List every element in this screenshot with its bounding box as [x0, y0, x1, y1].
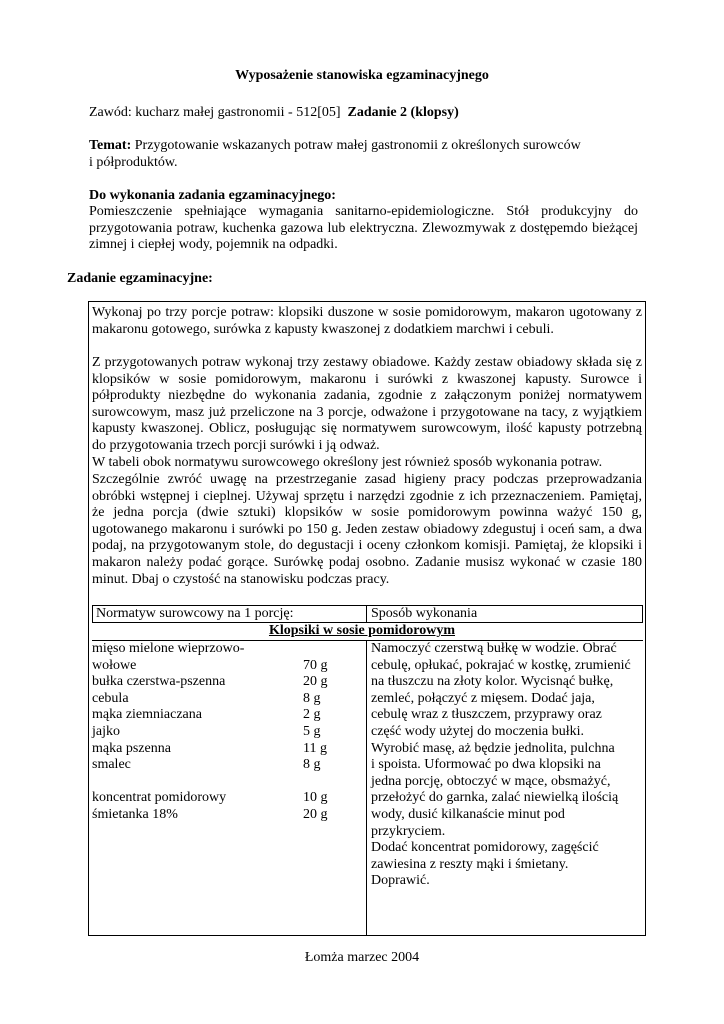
- task-paragraph-2: Z przygotowanych potraw wykonaj trzy zestawy obiadowe. Każdy zestaw obiadowy składa się z klopsików w sosie pomidorowym, makaronu i surówki z kwaszonej kapusty. Surowce i półprodukty niezbędne do wykonania zadania, zgodnie z załączonym poniżej normatywem surowcowym, masz już przeliczone na 3 porcje, odważone i przygotowane na tacy, z wyjątkiem kapusty kwaszonej. Oblicz, posługując się normatywem surowcowym, ilość kapusty potrzebną do przygotowania trzech porcji surówki i ją odważ.: [92, 355, 642, 453]
- ingredient-qty: 11 g: [303, 740, 327, 756]
- topic-label: Temat:: [89, 138, 132, 153]
- table-body-divider: [366, 640, 367, 936]
- method-line: zemleć, połączyć z mięsem. Dodać jaja,: [371, 690, 595, 706]
- method-line: przełożyć do garnka, zalać niewielką ilością: [371, 790, 619, 806]
- ingredient-name: śmietanka 18%: [92, 806, 178, 822]
- ingredient-qty: [303, 641, 363, 658]
- method-line: cebulę wraz z tłuszczem, przyprawy oraz: [371, 707, 602, 723]
- task-label: Zadanie 2 (klopsy): [347, 105, 459, 120]
- table-right-border: [642, 605, 643, 622]
- method-line: Doprawić.: [371, 873, 430, 889]
- profession-line: [89, 105, 459, 121]
- task-paragraph-3: W tabeli obok normatywu surowcowego określony jest również sposób wykonania potraw.: [92, 455, 603, 470]
- table-left-border: [92, 605, 93, 622]
- task-paragraph-1: Wykonaj po trzy porcje potraw: klopsiki duszone w sosie pomidorowym, makaron ugotowany z makaronu gotowego, surówka z kapusty kwaszonej z dodatkiem marchwi i cebuli.: [92, 305, 642, 337]
- method-line: Wyrobić masę, aż będzie jednolita, pulchna: [371, 740, 615, 756]
- ingredient-name: mąka ziemniaczana: [92, 707, 202, 723]
- ingredient-name: mąka pszenna: [92, 740, 171, 756]
- quantity-list: [303, 641, 363, 824]
- ingredient-qty: 8 g: [303, 757, 321, 773]
- table-col1-header: Normatyw surowcowy na 1 porcję:: [96, 606, 294, 621]
- method-line: i spoista. Uformować po dwa klopsiki na: [371, 757, 601, 773]
- ingredient-name: jajko: [92, 723, 120, 739]
- page-title: Wyposażenie stanowiska egzaminacyjnego: [235, 68, 489, 83]
- ingredient-qty: [303, 774, 363, 791]
- ingredient-qty: 10 g: [303, 790, 328, 806]
- ingredient-qty: 20 g: [303, 806, 328, 822]
- method-line: na tłuszczu na złoty kolor. Wycisnąć bułkę,: [371, 674, 614, 690]
- ingredient-name: [92, 774, 292, 791]
- ingredient-qty: 2 g: [303, 707, 321, 723]
- table-col2-header: Sposób wykonania: [371, 606, 478, 621]
- requirements-heading: Do wykonania zadania egzaminacyjnego:: [89, 188, 336, 203]
- ingredient-name: wołowe: [92, 657, 137, 673]
- ingredient-name: cebula: [92, 690, 129, 706]
- topic-line-1: [89, 138, 581, 154]
- method-line: zawiesina z reszty mąki i śmietany.: [371, 856, 569, 872]
- ingredient-name: smalec: [92, 757, 131, 773]
- method-line: Namoczyć czerstwą bułkę w wodzie. Obrać: [371, 641, 617, 656]
- method-line: cebulę, opłukać, pokrajać w kostkę, zrumienić: [371, 657, 631, 673]
- ingredient-qty: 8 g: [303, 690, 321, 706]
- topic-text-2: i półproduktów.: [89, 155, 178, 170]
- method-line: część wody użytej do moczenia bułki.: [371, 723, 585, 739]
- method-line: wody, dusić kilkanaście minut pod: [371, 806, 565, 822]
- task-paragraph-4: Szczególnie zwróć uwagę na przestrzeganie zasad higieny pracy podczas przeprowadzania obróbki wstępnej i cieplnej. Używaj sprzętu i narzędzi zgodnie z ich przeznaczeniem. Pamiętaj, że jedna porcja (dwie sztuki) klopsików w sosie pomidorowym powinna ważyć 150 g, ugotowanego makaronu i surówki po 150 g. Jeden zestaw obiadowy zdegustuj i oceń sam, a dwa podaj, na przygotowanym stole, do degustacji i oceny członkom komisji. Pamiętaj, że klopsiki i makaron należy podać gorące. Surówkę podaj osobno. Zadanie musisz wykonać w czasie 180 minut. Dbaj o czystość na stanowisku podczas pracy.: [92, 472, 642, 587]
- method-text: [371, 641, 641, 890]
- ingredient-qty: 5 g: [303, 723, 321, 739]
- ingredient-list: [92, 641, 292, 824]
- profession-text: Zawód: kucharz małej gastronomii - 512[05]: [89, 105, 341, 120]
- ingredient-qty: 20 g: [303, 674, 328, 690]
- footer-place-date: Łomża marzec 2004: [304, 950, 420, 965]
- ingredient-qty: 70 g: [303, 657, 328, 673]
- ingredient-name: koncentrat pomidorowy: [92, 790, 227, 806]
- exam-task-heading: Zadanie egzaminacyjne:: [67, 271, 213, 286]
- topic-text-1: Przygotowanie wskazanych potraw małej gastronomii z określonych surowców: [134, 138, 581, 153]
- method-line: Dodać koncentrat pomidorowy, zagęścić: [371, 840, 599, 856]
- ingredient-name: mięso mielone wieprzowo-: [92, 641, 245, 656]
- ingredient-name: bułka czerstwa-pszenna: [92, 674, 226, 690]
- method-line: przykryciem.: [371, 823, 446, 839]
- method-line: jedna porcję, obtoczyć w mące, obsmażyć,: [371, 773, 611, 789]
- dish-title: Klopsiki w sosie pomidorowym: [268, 623, 456, 638]
- table-header-divider: [366, 605, 367, 622]
- requirements-text: Pomieszczenie spełniające wymagania sanitarno-epidemiologiczne. Stół produkcyjny do przygotowania potraw, kuchenka gazowa lub elektryczna. Zlewozmywak z dostępemdo bieżącej zimnej i ciepłej wody, pojemnik na odpadki.: [89, 204, 638, 253]
